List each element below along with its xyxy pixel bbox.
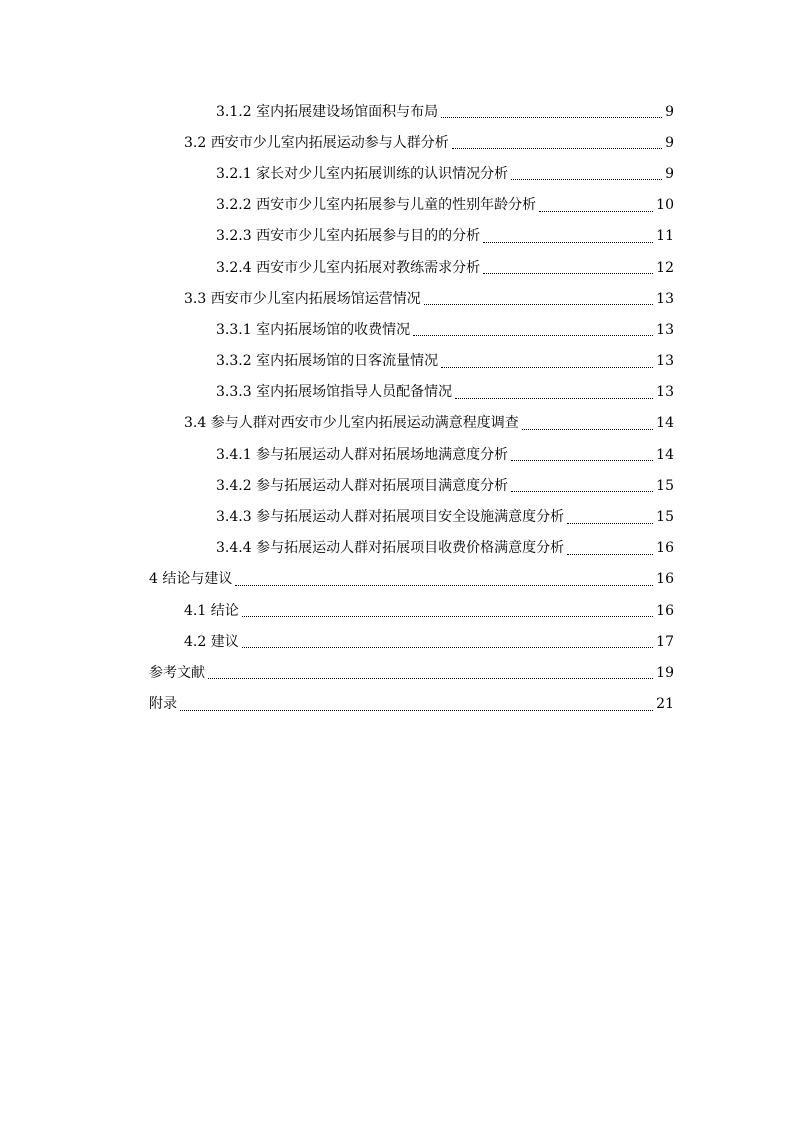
toc-entry-page: 15 xyxy=(656,509,674,526)
toc-entry-page: 16 xyxy=(656,571,674,588)
toc-entry-title: 附录 xyxy=(149,696,177,713)
toc-entry-page: 16 xyxy=(656,540,674,557)
toc-entry-title: 3.3.1 室内拓展场馆的收费情况 xyxy=(216,321,411,338)
toc-entry-title: 3.2.4 西安市少儿室内拓展对教练需求分析 xyxy=(216,259,481,276)
toc-dot-leader xyxy=(242,647,653,648)
toc-entry-page: 14 xyxy=(656,415,674,432)
toc-dot-leader xyxy=(511,179,662,180)
toc-entry-title: 3.4.1 参与拓展运动人群对拓展场地满意度分析 xyxy=(216,446,509,463)
toc-entry-title: 3.4.4 参与拓展运动人群对拓展项目收费价格满意度分析 xyxy=(216,540,565,557)
toc-dot-leader xyxy=(242,616,653,617)
toc-dot-leader xyxy=(452,148,662,149)
toc-entry-title: 3.4.2 参与拓展运动人群对拓展项目满意度分析 xyxy=(216,477,509,494)
toc-dot-leader xyxy=(424,304,653,305)
toc-dot-leader xyxy=(208,678,653,679)
toc-dot-leader xyxy=(539,211,653,212)
toc-entry-page: 13 xyxy=(656,321,674,338)
table-of-contents xyxy=(0,96,793,720)
toc-entry[interactable] xyxy=(184,595,674,626)
toc-dot-leader xyxy=(483,242,653,243)
toc-entry[interactable] xyxy=(149,689,674,720)
toc-entry-page: 13 xyxy=(656,353,674,370)
toc-entry[interactable] xyxy=(184,626,674,657)
toc-entry-page: 13 xyxy=(656,290,674,307)
toc-dot-leader xyxy=(567,523,653,524)
toc-entry-page: 11 xyxy=(656,228,674,245)
toc-entry[interactable] xyxy=(216,190,674,221)
toc-entry-page: 10 xyxy=(656,197,674,214)
toc-entry[interactable] xyxy=(216,533,674,564)
toc-entry[interactable] xyxy=(216,314,674,345)
toc-entry-title: 3.2.3 西安市少儿室内拓展参与目的的分析 xyxy=(216,228,481,245)
toc-entry-page: 16 xyxy=(656,602,674,619)
toc-dot-leader xyxy=(235,585,653,586)
toc-entry-page: 9 xyxy=(665,165,674,182)
toc-dot-leader xyxy=(441,367,653,368)
toc-entry-title: 3.3.3 室内拓展场馆指导人员配备情况 xyxy=(216,384,453,401)
toc-entry[interactable] xyxy=(216,252,674,283)
toc-entry[interactable] xyxy=(216,221,674,252)
toc-entry[interactable] xyxy=(216,439,674,470)
toc-dot-leader xyxy=(567,554,653,555)
toc-dot-leader xyxy=(511,460,653,461)
toc-entry-title: 3.3 西安市少儿室内拓展场馆运营情况 xyxy=(184,290,421,307)
toc-entry-title: 3.2.2 西安市少儿室内拓展参与儿童的性别年龄分析 xyxy=(216,197,537,214)
toc-entry-title: 3.4.3 参与拓展运动人群对拓展项目安全设施满意度分析 xyxy=(216,509,565,526)
toc-entry[interactable] xyxy=(184,127,674,158)
toc-dot-leader xyxy=(455,398,653,399)
toc-entry[interactable] xyxy=(216,346,674,377)
toc-entry[interactable] xyxy=(216,377,674,408)
toc-entry-title: 3.3.2 室内拓展场馆的日客流量情况 xyxy=(216,353,439,370)
toc-entry[interactable] xyxy=(216,470,674,501)
toc-entry-page: 19 xyxy=(656,664,674,681)
toc-entry-title: 4.2 建议 xyxy=(184,633,239,650)
toc-entry[interactable] xyxy=(216,158,674,189)
toc-entry-page: 13 xyxy=(656,384,674,401)
toc-entry[interactable] xyxy=(216,96,674,127)
toc-entry-title: 参考文献 xyxy=(149,664,205,681)
toc-entry-page: 15 xyxy=(656,477,674,494)
toc-entry-title: 3.1.2 室内拓展建设场馆面积与布局 xyxy=(216,103,439,120)
toc-entry-title: 3.2.1 家长对少儿室内拓展训练的认识情况分析 xyxy=(216,165,509,182)
toc-dot-leader xyxy=(180,710,653,711)
toc-entry-title: 3.4 参与人群对西安市少儿室内拓展运动满意程度调查 xyxy=(184,415,519,432)
toc-entry[interactable] xyxy=(184,283,674,314)
toc-entry-title: 4.1 结论 xyxy=(184,602,239,619)
toc-dot-leader xyxy=(441,117,662,118)
toc-entry[interactable] xyxy=(216,501,674,532)
toc-entry[interactable] xyxy=(149,657,674,688)
toc-entry-page: 9 xyxy=(665,103,674,120)
toc-entry[interactable] xyxy=(149,564,674,595)
toc-entry-title: 3.2 西安市少儿室内拓展运动参与人群分析 xyxy=(184,134,449,151)
toc-entry-title: 4 结论与建议 xyxy=(149,571,233,588)
toc-dot-leader xyxy=(413,335,653,336)
toc-entry-page: 21 xyxy=(656,696,674,713)
toc-entry-page: 14 xyxy=(656,446,674,463)
toc-dot-leader xyxy=(522,429,653,430)
toc-entry-page: 12 xyxy=(656,259,674,276)
toc-dot-leader xyxy=(483,273,653,274)
toc-entry[interactable] xyxy=(184,408,674,439)
toc-dot-leader xyxy=(511,491,653,492)
toc-entry-page: 9 xyxy=(665,134,674,151)
toc-entry-page: 17 xyxy=(656,633,674,650)
